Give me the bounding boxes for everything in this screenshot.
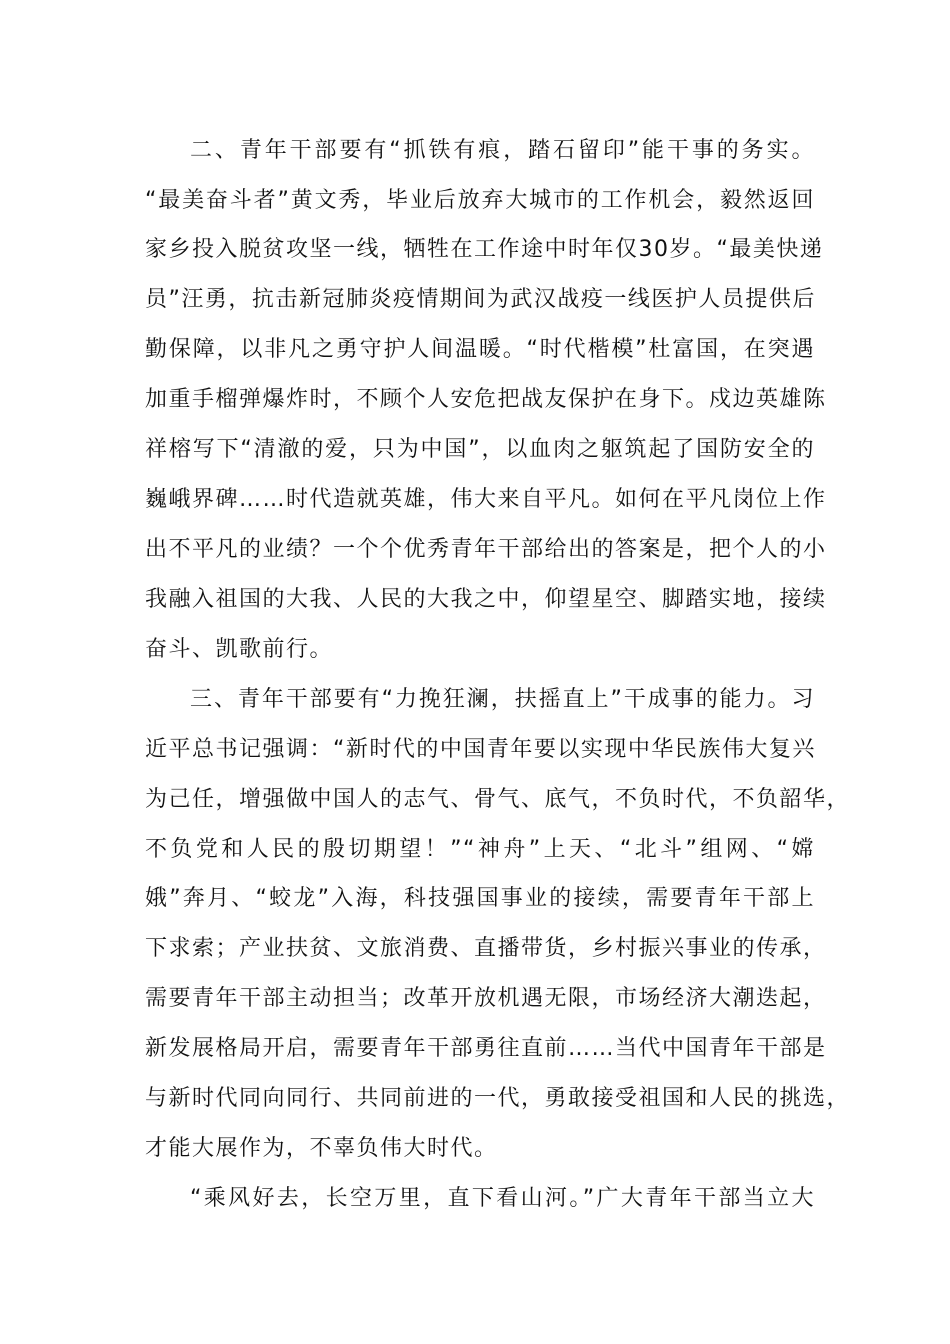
paragraph-2-line-6: 加重手榴弹爆炸时，不顾个人安危把战友保护在身下。戍边英雄陈 bbox=[145, 387, 827, 412]
paragraph-3-line-3: 为己任，增强做中国人的志气、骨气、底气，不负时代，不负韶华， bbox=[145, 787, 851, 812]
paragraph-3-line-1: 三、青年干部要有“力挽狂澜，扶摇直上”干成事的能力。习 bbox=[190, 687, 815, 712]
paragraph-3-line-2: 近平总书记强调：“新时代的中国青年要以实现中华民族伟大复兴 bbox=[145, 737, 816, 762]
paragraph-3-line-8: 新发展格局开启，需要青年干部勇往直前……当代中国青年干部是 bbox=[145, 1036, 827, 1061]
paragraph-3-line-9: 与新时代同向同行、共同前进的一代，勇敢接受祖国和人民的挑选， bbox=[145, 1086, 851, 1111]
paragraph-2-line-9: 出不平凡的业绩？一个个优秀青年干部给出的答案是，把个人的小 bbox=[145, 537, 827, 562]
paragraph-3-line-7: 需要青年干部主动担当；改革开放机遇无限，市场经济大潮迭起， bbox=[145, 986, 827, 1011]
paragraph-3-line-5: 娥”奔月、“蛟龙”入海，科技强国事业的接续，需要青年干部上 bbox=[145, 886, 815, 911]
paragraph-3-line-4: 不负党和人民的殷切期望！”“神舟”上天、“北斗”组网、“嫦 bbox=[145, 837, 815, 862]
paragraph-2-line-11: 奋斗、凯歌前行。 bbox=[145, 637, 334, 662]
paragraph-2-line-10: 我融入祖国的大我、人民的大我之中，仰望星空、脚踏实地，接续 bbox=[145, 587, 827, 612]
paragraph-2-line-7: 祥榕写下“清澈的爱，只为中国”，以血肉之躯筑起了国防安全的 bbox=[145, 437, 815, 462]
paragraph-2-line-3: 家乡投入脱贫攻坚一线，牺牲在工作途中时年仅30岁。“最美快递 bbox=[145, 237, 824, 262]
paragraph-2-line-2: “最美奋斗者”黄文秀，毕业后放弃大城市的工作机会，毅然返回 bbox=[145, 188, 815, 213]
paragraph-3-line-6: 下求索；产业扶贫、文旅消费、直播带货，乡村振兴事业的传承， bbox=[145, 936, 827, 961]
paragraph-4-line-1: “乘风好去，长空万里，直下看山河。”广大青年干部当立大 bbox=[190, 1186, 815, 1211]
paragraph-2-line-4: 员”汪勇，抗击新冠肺炎疫情期间为武汉战疫一线医护人员提供后 bbox=[145, 287, 816, 312]
paragraph-2-line-1: 二、青年干部要有“抓铁有痕，踏石留印”能干事的务实。 bbox=[190, 138, 815, 163]
paragraph-3-line-10: 才能大展作为，不辜负伟大时代。 bbox=[145, 1136, 498, 1161]
paragraph-2-line-5: 勤保障，以非凡之勇守护人间温暖。“时代楷模”杜富国，在突遇 bbox=[145, 337, 815, 362]
paragraph-2-line-8: 巍峨界碑……时代造就英雄，伟大来自平凡。如何在平凡岗位上作 bbox=[145, 487, 827, 512]
